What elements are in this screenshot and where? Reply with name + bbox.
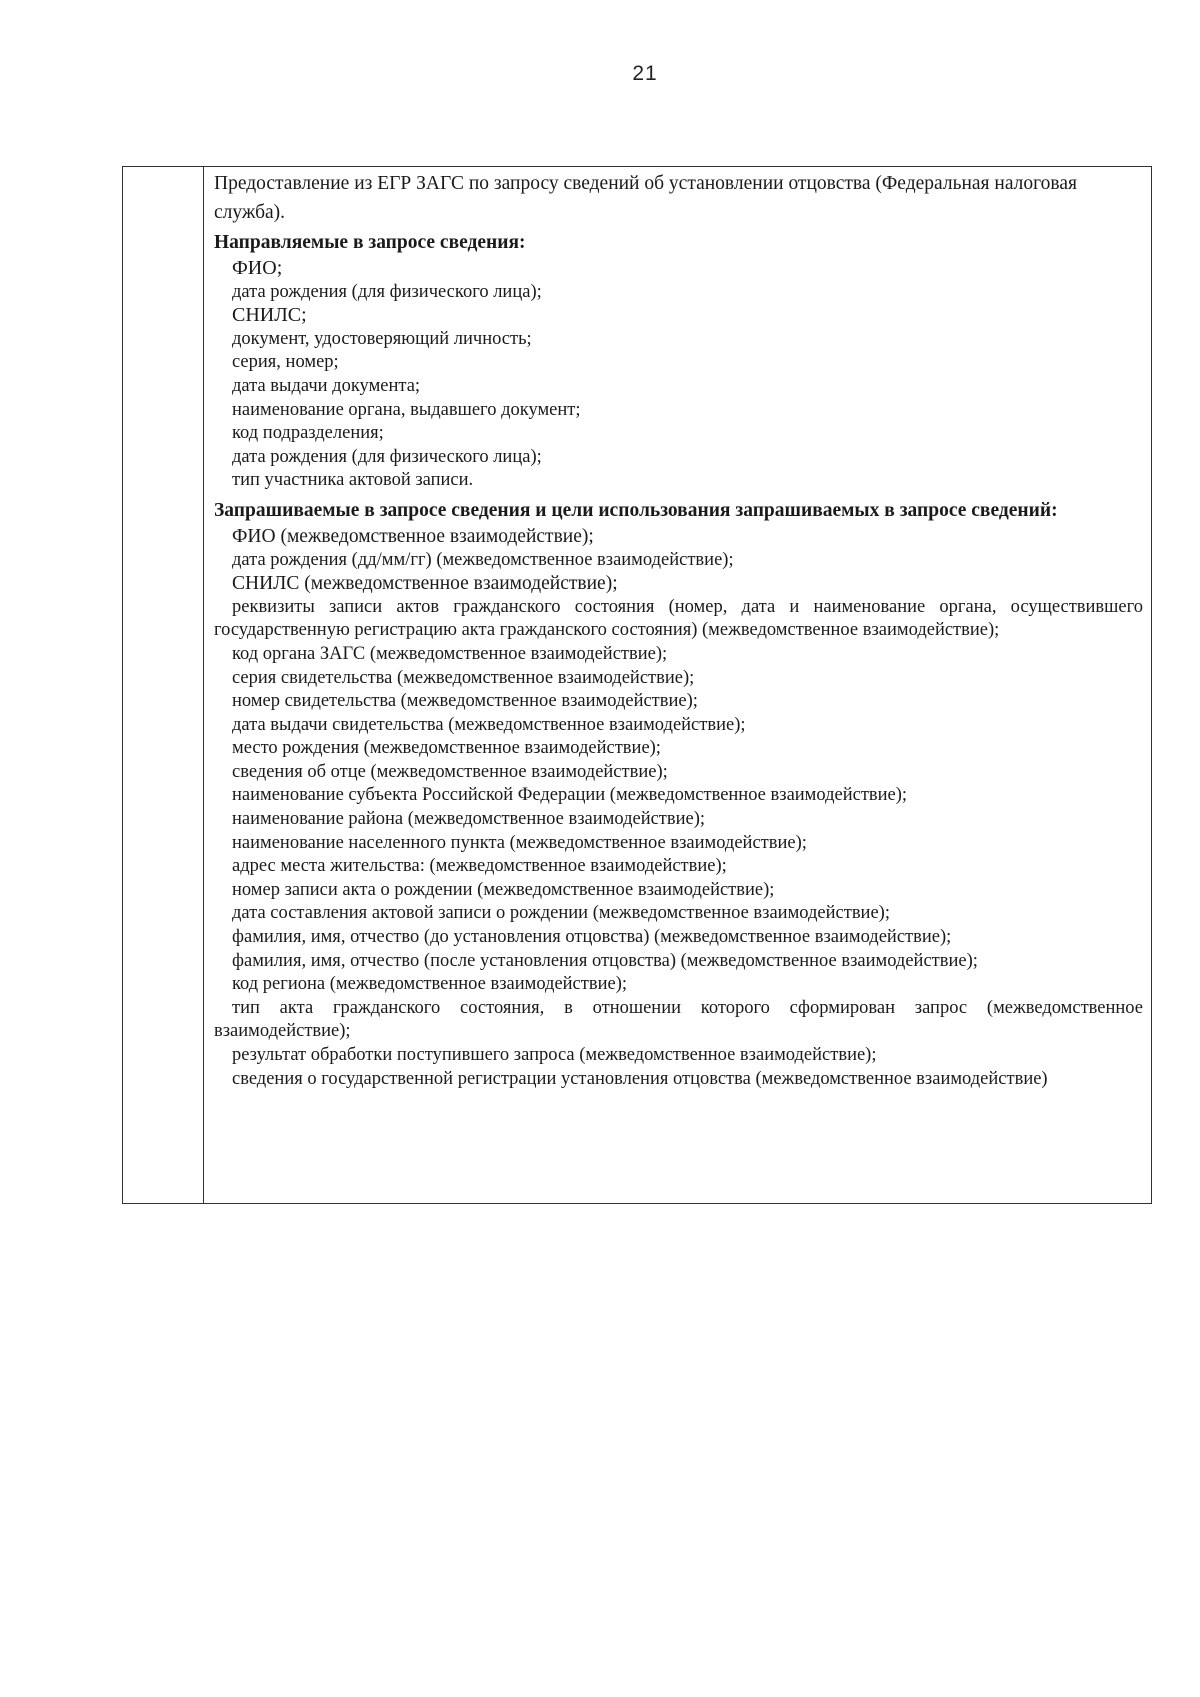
list-item: ФИО;: [232, 257, 283, 279]
sent-items-list: [214, 257, 1143, 493]
list-item: дата рождения (дд/мм/гг) (межведомственное взаимодействие);: [232, 549, 734, 570]
list-item: код региона (межведомственное взаимодействие);: [232, 974, 628, 995]
list-item: адрес места жительства: (межведомственное взаимодействие);: [232, 856, 727, 877]
list-item: документ, удостоверяющий личность;: [232, 328, 532, 349]
list-item: сведения о государственной регистрации установления отцовства (межведомственное взаимодействие): [232, 1068, 1048, 1089]
list-item: дата рождения (для физического лица);: [232, 281, 542, 302]
list-item: серия свидетельства (межведомственное взаимодействие);: [232, 667, 695, 688]
table-content-cell: [204, 167, 1151, 1203]
list-item: место рождения (межведомственное взаимодействие);: [232, 738, 661, 759]
list-item: наименование органа, выдавшего документ;: [232, 399, 581, 420]
list-item: дата выдачи свидетельства (межведомственное взаимодействие);: [232, 714, 746, 735]
list-item: наименование района (межведомственное взаимодействие);: [232, 809, 706, 830]
list-item: серия, номер;: [232, 352, 339, 373]
list-item: код подразделения;: [232, 423, 384, 444]
list-item: дата выдачи документа;: [232, 375, 421, 396]
requested-items-list: [214, 525, 1143, 1091]
list-item: реквизиты записи актов гражданского состояния (номер, дата и наименование органа, осуществившего государственную регистрацию акта гражданского состояния) (межведомственное взаимодействие);: [214, 596, 1143, 641]
list-item: номер свидетельства (межведомственное взаимодействие);: [232, 691, 698, 712]
page-number: 21: [632, 62, 658, 85]
list-item: результат обработки поступившего запроса (межведомственное взаимодействие);: [232, 1045, 877, 1065]
requested-section-heading: Запрашиваемые в запросе сведения и цели использования запрашиваемых в запросе сведений:: [214, 499, 1058, 521]
list-item: СНИЛС (межведомственное взаимодействие);: [232, 573, 618, 595]
list-item: фамилия, имя, отчество (после установления отцовства) (межведомственное взаимодействие);: [232, 950, 978, 971]
table-left-cell: [123, 167, 204, 1203]
list-item: ФИО (межведомственное взаимодействие);: [232, 525, 594, 547]
list-item: код органа ЗАГС (межведомственное взаимодействие);: [232, 643, 668, 664]
list-item: фамилия, имя, отчество (до установления отцовства) (межведомственное взаимодействие);: [232, 927, 952, 948]
intro-paragraph: Предоставление из ЕГР ЗАГС по запросу сведений об установлении отцовства (Федеральная налоговая служба).: [214, 173, 1077, 223]
list-item: наименование населенного пункта (межведомственное взаимодействие);: [232, 832, 807, 853]
list-item: тип акта гражданского состояния, в отношении которого сформирован запрос (межведомственное взаимодействие);: [214, 997, 1143, 1042]
document-table: [122, 166, 1152, 1204]
list-item: дата рождения (для физического лица);: [232, 446, 542, 467]
list-item: сведения об отце (межведомственное взаимодействие);: [232, 761, 668, 782]
list-item: СНИЛС;: [232, 304, 307, 327]
list-item: наименование субъекта Российской Федерации (межведомственное взаимодействие);: [232, 785, 908, 806]
list-item: дата составления актовой записи о рождении (межведомственное взаимодействие);: [232, 903, 890, 924]
list-item: тип участника актовой записи.: [232, 470, 474, 491]
sent-section-heading: Направляемые в запросе сведения:: [214, 232, 526, 253]
list-item: номер записи акта о рождении (межведомственное взаимодействие);: [232, 879, 775, 900]
